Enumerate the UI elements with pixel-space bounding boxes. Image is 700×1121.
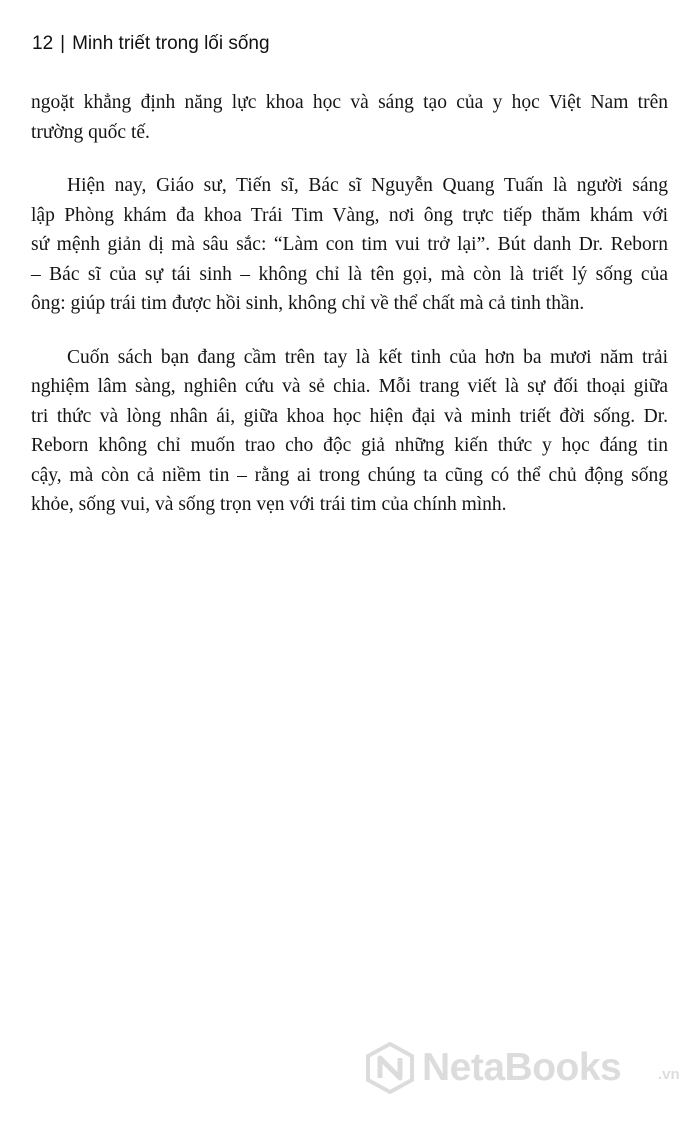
text-line: – Bác sĩ của sự tái sinh – không chỉ là tên gọi, mà còn là triết lý sống của — [31, 263, 668, 285]
text-line: Hiện nay, Giáo sư, Tiến sĩ, Bác sĩ Nguyễn Quang Tuấn là người sáng — [67, 175, 668, 196]
paragraph-continuation — [31, 88, 668, 147]
text-line: ngoặt khẳng định năng lực khoa học và sáng tạo của y học Việt Nam trên — [31, 92, 668, 113]
running-header — [32, 33, 270, 55]
text-line: Cuốn sách bạn đang cầm trên tay là kết tinh của hơn ba mươi năm trải — [67, 346, 668, 368]
watermark-brand: NetaBooks — [422, 1046, 622, 1089]
page-number: 12 — [32, 33, 54, 54]
text-line: trường quốc tế. — [31, 121, 150, 143]
text-line: cậy, mà còn cả niềm tin – rằng ai trong chúng ta cũng có thể chủ động sống — [31, 464, 668, 486]
text-line: khỏe, sống vui, và sống trọn vẹn với trái tim của chính mình. — [31, 494, 507, 515]
paragraph-spacing — [31, 319, 668, 343]
page-body — [31, 88, 668, 520]
netabooks-watermark — [364, 1038, 684, 1098]
text-line: nghiệm lâm sàng, nghiên cứu và sẻ chia. Mỗi trang viết là sự đối thoại giữa — [31, 376, 668, 397]
text-line: ông: giúp trái tim được hồi sinh, không chỉ về thể chất mà cả tinh thần. — [31, 293, 585, 314]
paragraph-book-summary — [31, 343, 668, 520]
paragraph-author-introduction — [31, 171, 668, 319]
text-line: lập Phòng khám đa khoa Trái Tim Vàng, nơi ông trực tiếp thăm khám với — [31, 204, 668, 226]
book-title: Minh triết trong lối sống — [72, 33, 270, 54]
watermark-domain: .vn — [658, 1066, 680, 1083]
header-separator: | — [60, 33, 66, 54]
netabooks-logo-icon — [364, 1042, 416, 1094]
paragraph-spacing — [31, 147, 668, 171]
text-line: Reborn không chỉ muốn trao cho độc giả những kiến thức y học đáng tin — [31, 435, 668, 456]
text-line: sứ mệnh giản dị mà sâu sắc: “Làm con tim vui trở lại”. Bút danh Dr. Reborn — [31, 234, 668, 255]
text-line: tri thức và lòng nhân ái, giữa khoa học hiện đại và minh triết đời sống. Dr. — [31, 405, 668, 427]
